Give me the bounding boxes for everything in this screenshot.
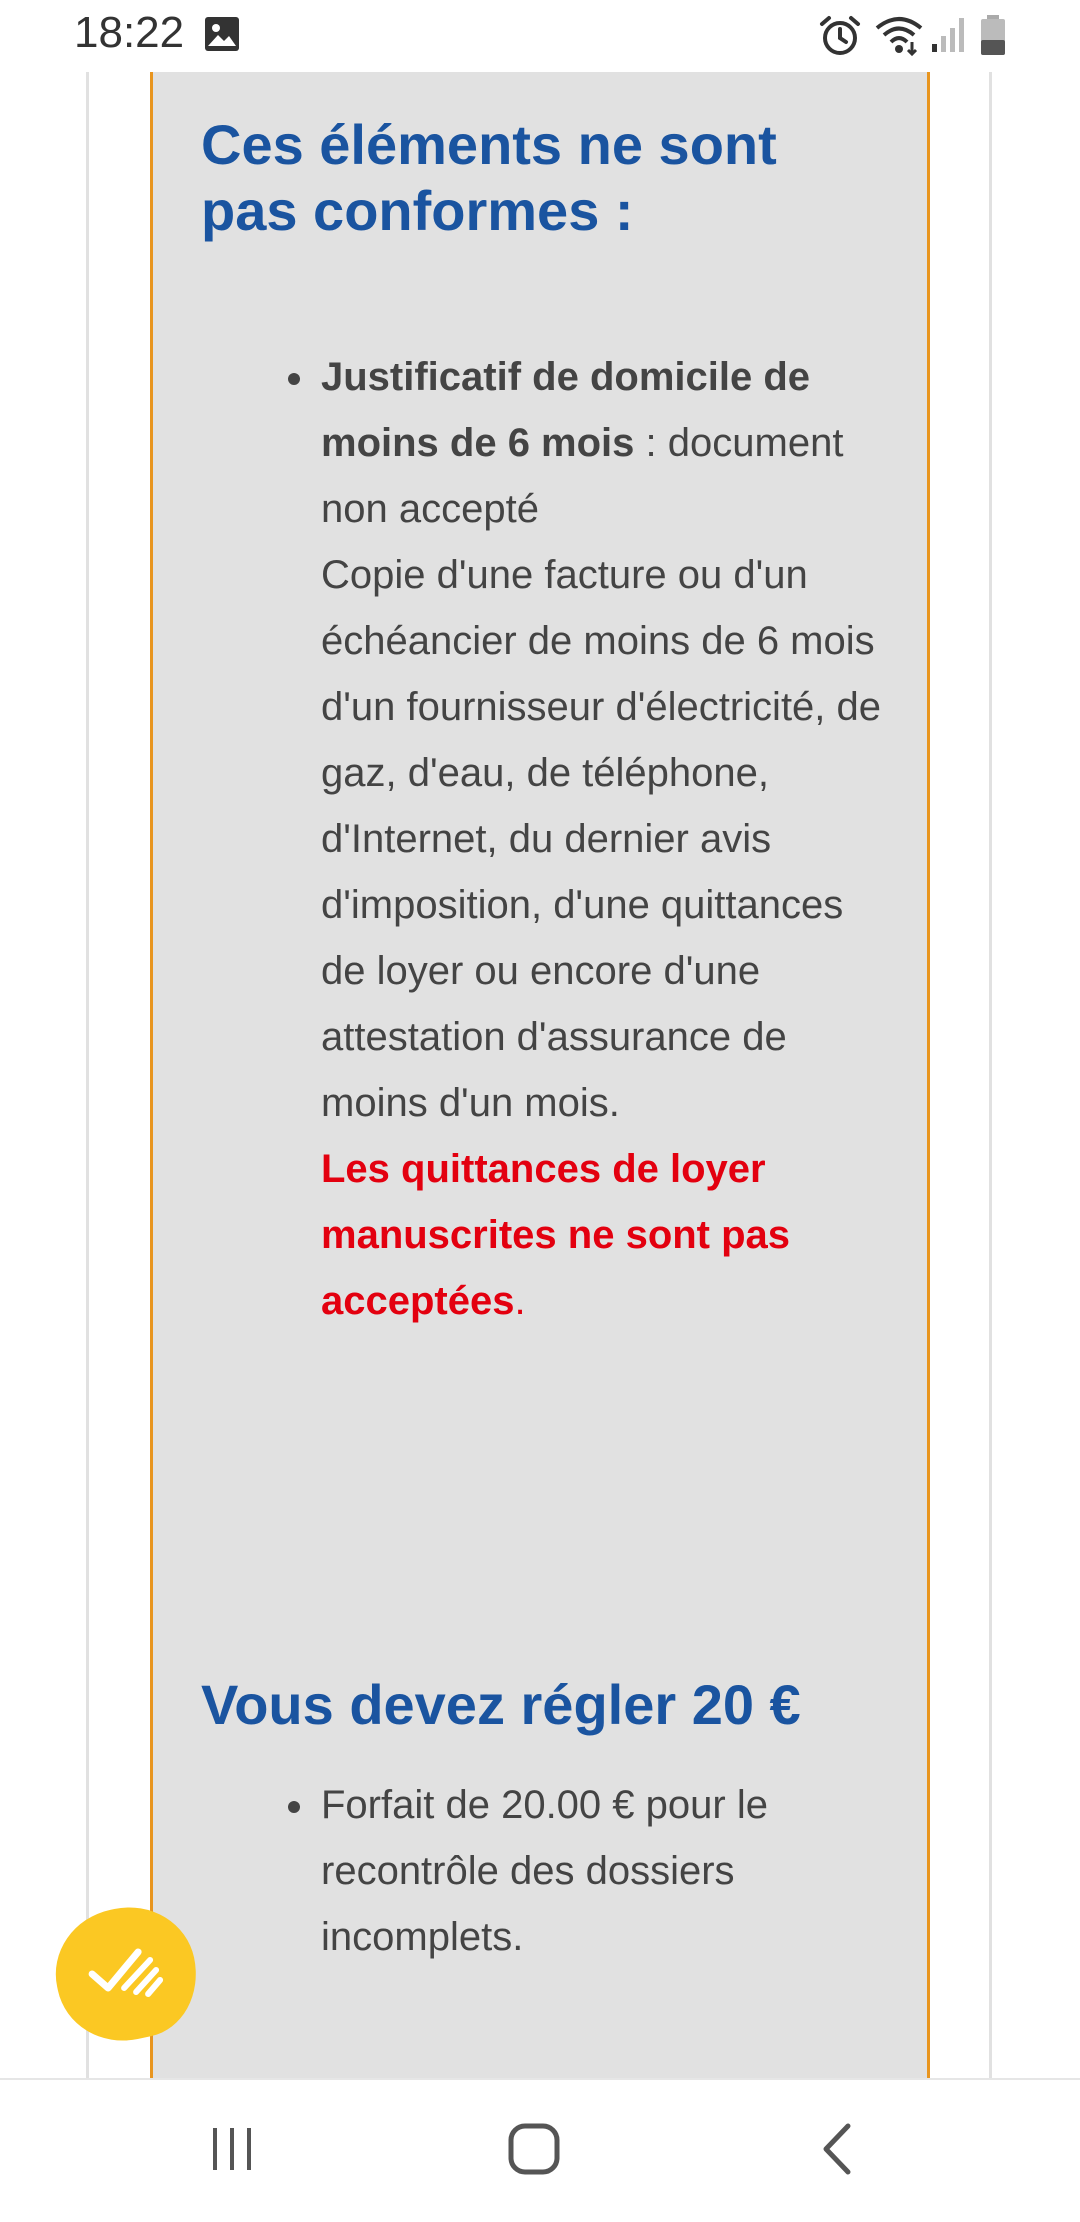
document-status: : document non accepté bbox=[321, 421, 844, 531]
payment-item-text: Forfait de 20.00 € pour le recontrôle des dossiers incomplets. bbox=[321, 1783, 768, 1959]
list-item bbox=[153, 344, 913, 1334]
back-icon bbox=[818, 2122, 858, 2181]
wifi-icon bbox=[874, 14, 924, 63]
document-label: Justificatif de domicile de moins de 6 mois bbox=[321, 355, 811, 465]
status-time: 18:22 bbox=[74, 8, 185, 57]
signal-icon bbox=[930, 14, 970, 59]
document-warning: Les quittances de loyer manuscrites ne sont pas acceptées bbox=[321, 1147, 791, 1323]
nonconforming-list bbox=[153, 344, 913, 1334]
home-icon bbox=[507, 2122, 561, 2181]
bullet-icon bbox=[288, 1801, 300, 1813]
gallery-icon bbox=[204, 16, 240, 57]
status-bar bbox=[0, 0, 1080, 72]
payment-title: Vous devez régler 20 € bbox=[201, 1673, 801, 1736]
recent-apps-button[interactable] bbox=[162, 2080, 302, 2222]
alarm-icon bbox=[818, 14, 862, 63]
navigation-bar bbox=[0, 2078, 1080, 2220]
list-item bbox=[153, 1772, 913, 1970]
battery-icon bbox=[978, 14, 1008, 61]
payment-list bbox=[153, 1772, 913, 1970]
document-description: Copie d'une facture ou d'un échéancier de moins de 6 mois d'un fournisseur d'électricité, de gaz, d'eau, de téléphone, d'Internet, du dernier avis d'imposition, d'une quittances de loyer ou encore d'une attestation d'assurance de moins d'un mois. bbox=[321, 553, 882, 1125]
back-button[interactable] bbox=[768, 2080, 908, 2222]
document-status-panel bbox=[150, 72, 930, 2078]
check-marks-icon bbox=[84, 1942, 168, 2007]
home-button[interactable] bbox=[464, 2080, 604, 2222]
nonconforming-title: Ces éléments ne sont pas conformes : bbox=[201, 113, 777, 242]
bullet-icon bbox=[288, 373, 300, 385]
document-warning-end: . bbox=[514, 1279, 526, 1323]
recent-apps-icon bbox=[207, 2124, 257, 2179]
